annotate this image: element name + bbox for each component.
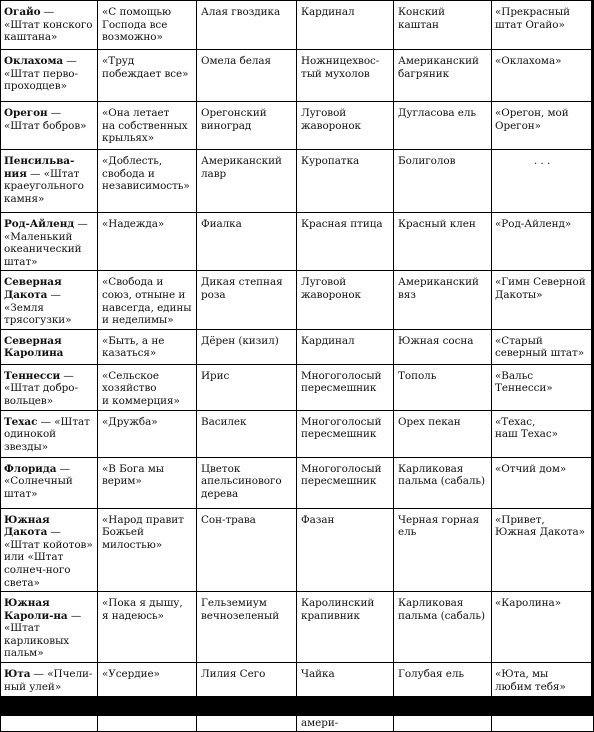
tree-cell — [394, 213, 492, 271]
motto-cell — [98, 50, 197, 102]
tree-text: Американский вяз — [398, 276, 479, 301]
motto-cell — [98, 271, 197, 329]
state-nickname: — «Штат койотов» или «Штат солнеч-ного света» — [4, 526, 93, 589]
state-cell — [1, 329, 98, 364]
scan-bottom-bar — [0, 696, 593, 716]
state-cell — [1, 364, 98, 410]
tree-cell — [394, 50, 492, 102]
flower-text: Василек — [201, 415, 247, 428]
bird-text: Луговой жаворонок — [301, 276, 361, 301]
state-nickname: — «Пчели-ный улей» — [4, 668, 93, 693]
motto-cell — [98, 410, 197, 457]
table-row — [1, 663, 594, 699]
flower-cell — [197, 663, 297, 699]
motto-cell — [98, 364, 197, 410]
bird-text: амери- — [301, 716, 339, 729]
state-cell — [1, 150, 98, 213]
tree-cell — [394, 102, 492, 150]
song-cell — [492, 663, 594, 699]
flower-text: Орегонский виноград — [201, 107, 267, 132]
bird-cell — [297, 364, 394, 410]
song-text: «Каролина» — [495, 597, 562, 610]
bird-text: Луговой жаворонок — [301, 107, 361, 132]
tree-text: Красный клен — [398, 218, 476, 230]
table-row — [1, 1, 594, 50]
bird-text: Ножницехвос- тый мухолов — [301, 55, 380, 80]
flower-text: Цветок апельсинового дерева — [201, 462, 282, 500]
tree-cell — [394, 329, 492, 364]
table-row — [1, 271, 594, 329]
tree-cell — [394, 1, 492, 50]
state-name: Северная Дакота — [4, 276, 62, 301]
flower-text: Алая гвоздика — [201, 6, 281, 18]
motto-text: «Быть, а не казаться» — [102, 334, 165, 360]
song-cell — [492, 329, 594, 364]
bird-cell — [297, 1, 394, 50]
bird-text: Красная птица — [301, 218, 383, 230]
flower-cell — [197, 102, 297, 150]
tree-text: Дугласова ель — [398, 107, 476, 119]
tree-cell — [394, 663, 492, 699]
song-text: «Гимн Северной Дакоты» — [495, 276, 586, 301]
motto-cell — [98, 102, 197, 150]
bird-cell — [297, 213, 394, 271]
song-cell — [492, 457, 594, 508]
flower-cell — [197, 364, 297, 410]
flower-cell — [197, 213, 297, 271]
flower-cell — [197, 410, 297, 457]
flower-text: Дёрен (кизил) — [201, 334, 279, 347]
bird-cell — [297, 271, 394, 329]
song-text: «Вальс Теннесси» — [495, 369, 553, 395]
motto-cell — [98, 1, 197, 50]
state-cell — [1, 271, 98, 329]
state-nickname: — «Земля трясогузки» — [4, 288, 72, 327]
motto-text: «Свобода и союз, отныне и навсегда, едины и неделимы» — [102, 276, 192, 327]
table-body — [1, 1, 594, 732]
flower-text: Ирис — [201, 369, 230, 382]
song-cell — [492, 508, 594, 592]
song-text: . . . — [533, 155, 551, 167]
tree-text: Южная сосна — [398, 334, 474, 347]
song-text: «Техас, наш Техас» — [495, 415, 558, 441]
tree-cell — [394, 410, 492, 457]
tree-text: Голубая ель — [398, 668, 465, 681]
state-name: Южная Кароли-на — [4, 597, 68, 622]
motto-text: «Надежда» — [102, 218, 165, 230]
table-row — [1, 457, 594, 508]
flower-cell — [197, 592, 297, 663]
song-cell — [492, 271, 594, 329]
state-nickname: — «Штат бобров» — [4, 107, 87, 132]
state-nickname: — «Штат одинокой звезды» — [4, 415, 90, 453]
tree-text: Тополь — [398, 369, 437, 382]
flower-text: Гельземиум вечнозеленый — [201, 597, 280, 622]
flower-text: Омела белая — [201, 55, 272, 67]
tree-text: Черная горная ель — [398, 513, 480, 539]
state-nickname: — «Штат добро-вольцев» — [4, 369, 78, 407]
tree-cell — [394, 592, 492, 663]
motto-text: «В Бога мы верим» — [102, 462, 164, 488]
tree-text: Орех пекан — [398, 415, 461, 428]
song-text: «Оклахома» — [495, 55, 562, 67]
motto-text: «Дружба» — [102, 415, 158, 428]
tree-cell — [394, 457, 492, 508]
song-text: «Орегон, мой Орегон» — [495, 107, 569, 132]
song-cell — [492, 592, 594, 663]
bird-cell — [297, 592, 394, 663]
table-row — [1, 50, 594, 102]
song-cell — [492, 410, 594, 457]
bird-text: Кардинал — [301, 6, 355, 18]
song-text: «Отчий дом» — [495, 462, 567, 475]
flower-cell — [197, 508, 297, 592]
state-name: Род-Айленд — [4, 218, 75, 230]
table-row — [1, 508, 594, 592]
flower-cell — [197, 271, 297, 329]
tree-text: Американский багряник — [398, 55, 479, 80]
bird-text: Чайка — [301, 668, 335, 681]
motto-text: «Народ правит Божьей милостью» — [102, 513, 184, 551]
state-nickname: — «Маленький океанический штат» — [4, 218, 88, 268]
motto-text: «Усердие» — [102, 668, 160, 681]
flower-cell — [197, 50, 297, 102]
table-row — [1, 364, 594, 410]
bird-cell — [297, 663, 394, 699]
song-cell — [492, 1, 594, 50]
state-cell — [1, 592, 98, 663]
song-cell — [492, 150, 594, 213]
table-row — [1, 213, 594, 271]
tree-text: Карликовая пальма (сабаль) — [398, 462, 486, 488]
flower-text: Дикая степная роза — [201, 276, 283, 301]
state-cell — [1, 50, 98, 102]
state-name: Южная Дакота — [4, 513, 50, 539]
tree-cell — [394, 271, 492, 329]
motto-cell — [98, 663, 197, 699]
motto-text: «Труд побеждает все» — [102, 55, 189, 80]
state-cell — [1, 457, 98, 508]
tree-text: Карликовая пальма (сабаль) — [398, 597, 486, 622]
motto-cell — [98, 508, 197, 592]
motto-cell — [98, 457, 197, 508]
song-cell — [492, 213, 594, 271]
state-nickname: — «Штат карликовых пальм» — [4, 609, 82, 660]
flower-cell — [197, 457, 297, 508]
bird-text: Многоголосый пересмешник — [301, 415, 382, 441]
flower-text: Американский лавр — [201, 155, 282, 180]
state-nickname: — «Штат конского каштана» — [4, 6, 93, 44]
state-nickname: — «Штат перво-проходцев» — [4, 55, 78, 93]
song-text: «Привет, Южная Дакота» — [495, 513, 585, 539]
state-name: Северная Каролина — [4, 334, 64, 360]
motto-cell — [98, 213, 197, 271]
table-row — [1, 150, 594, 213]
motto-cell — [98, 150, 197, 213]
song-cell — [492, 364, 594, 410]
state-cell — [1, 213, 98, 271]
song-text: «Прекрасный штат Огайо» — [495, 6, 570, 31]
state-name: Оклахома — [4, 55, 64, 67]
state-name: Флорида — [4, 462, 57, 475]
bird-text: Каролинский крапивник — [301, 597, 375, 622]
tree-cell — [394, 150, 492, 213]
state-cell — [1, 410, 98, 457]
tree-text: Конский каштан — [398, 6, 446, 31]
motto-cell — [98, 329, 197, 364]
table-row — [1, 329, 594, 364]
bird-text: Куропатка — [301, 155, 360, 167]
state-cell — [1, 102, 98, 150]
motto-cell — [98, 592, 197, 663]
motto-text: «Сельское хозяйство и коммерция» — [102, 369, 180, 407]
table-row — [1, 592, 594, 663]
table-row — [1, 102, 594, 150]
bird-text: Многоголосый пересмешник — [301, 369, 382, 395]
bird-cell — [297, 150, 394, 213]
bird-text: Кардинал — [301, 334, 355, 347]
state-name: Юта — [4, 668, 31, 681]
tree-cell — [394, 508, 492, 592]
flower-cell — [197, 150, 297, 213]
flower-text: Сон-трава — [201, 513, 256, 526]
bird-text: Многоголосый пересмешник — [301, 462, 382, 488]
bird-cell — [297, 410, 394, 457]
bird-cell — [297, 102, 394, 150]
state-cell — [1, 663, 98, 699]
flower-cell — [197, 329, 297, 364]
tree-text: Болиголов — [398, 155, 456, 167]
state-nickname: — «Штат краеугольного камня» — [4, 167, 84, 205]
state-name: Огайо — [4, 6, 41, 18]
state-cell — [1, 1, 98, 50]
bird-text: Фазан — [301, 513, 335, 526]
tree-cell — [394, 364, 492, 410]
state-name: Техас — [4, 415, 38, 428]
table-row — [1, 410, 594, 457]
song-text: «Старый северный штат» — [495, 334, 585, 360]
bird-cell — [297, 329, 394, 364]
motto-text: «С помощью Господа все возможно» — [102, 6, 171, 44]
motto-text: «Она летает на собственных крыльях» — [102, 107, 188, 145]
song-text: «Род-Айленд» — [495, 218, 572, 230]
bird-cell — [297, 457, 394, 508]
flower-text: Лилия Сего — [201, 668, 266, 681]
state-name: Орегон — [4, 107, 48, 119]
state-name: Теннесси — [4, 369, 61, 382]
scan-right-edge — [591, 0, 593, 716]
flower-cell — [197, 1, 297, 50]
bird-cell — [297, 50, 394, 102]
song-cell — [492, 50, 594, 102]
state-nickname: — «Солнечный штат» — [4, 462, 73, 500]
flower-text: Фиалка — [201, 218, 242, 230]
bird-cell — [297, 508, 394, 592]
state-name: Пенсильва- ния — [4, 155, 75, 180]
song-text: «Юта, мы любим тебя» — [495, 668, 566, 693]
state-cell — [1, 508, 98, 592]
song-cell — [492, 102, 594, 150]
motto-text: «Доблесть, свобода и независимость» — [102, 155, 190, 193]
motto-text: «Пока я дышу, я надеюсь» — [102, 597, 183, 622]
